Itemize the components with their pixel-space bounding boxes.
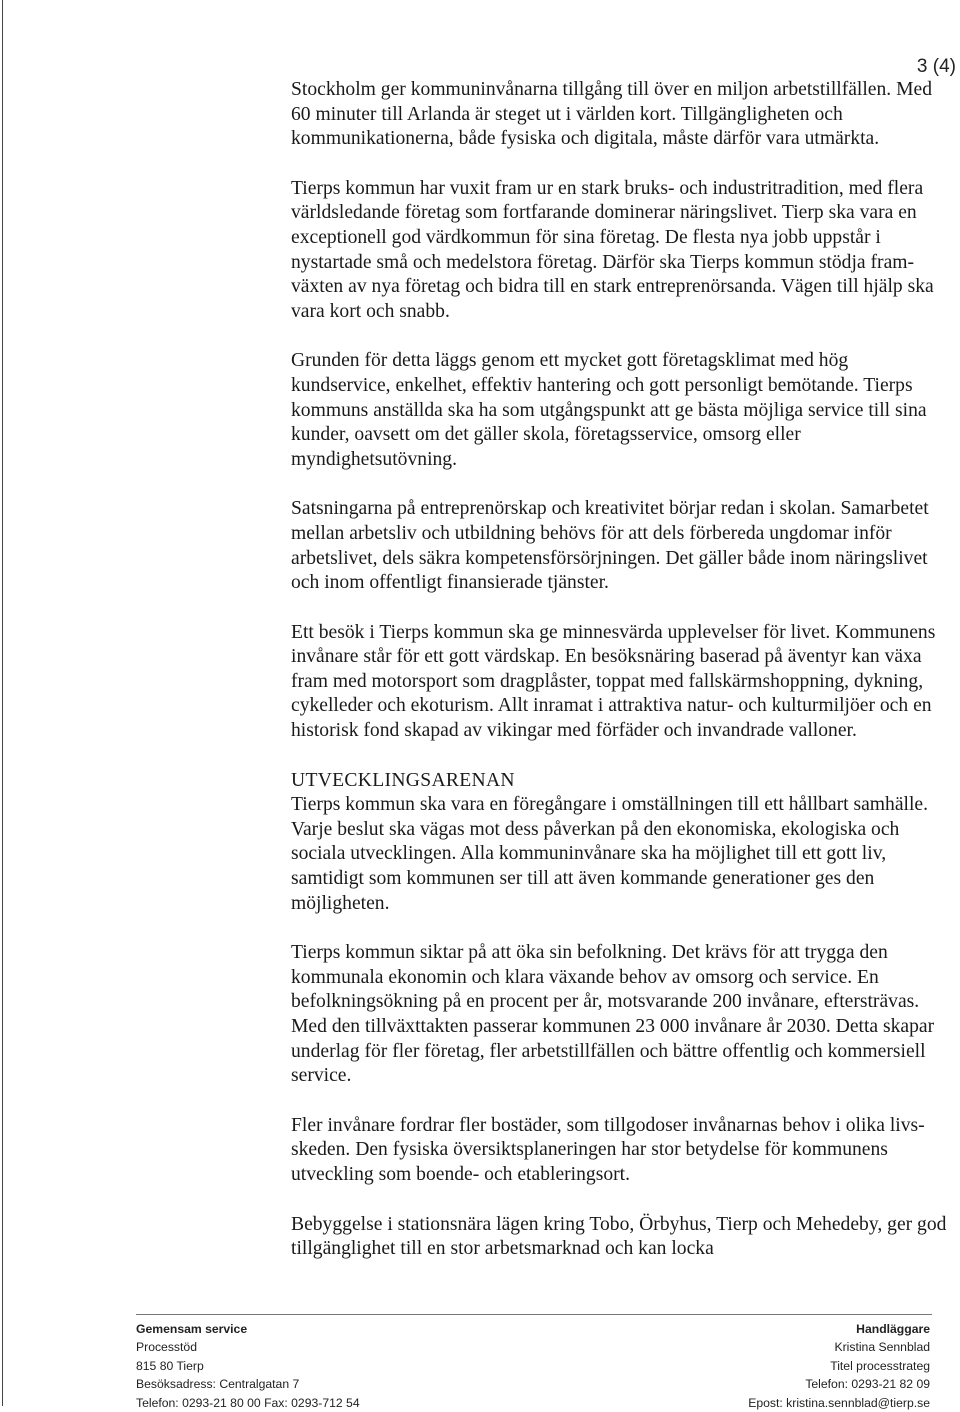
footer-handler-title: Titel processtrateg [830, 1358, 930, 1373]
footer-divider [136, 1314, 932, 1315]
footer-contact [748, 1320, 930, 1412]
paragraph-industry: Tierps kommun har vuxit fram ur en stark bruks- och industritradition, med flera världsledande företag som fortfarande dominerar näringslivet. Tierp ska vara en exceptionell god värdkommun för sina företag. De flesta nya jobb uppstår i nystartade små och medelstora företag. Därför ska Tierps kommun stödja fram-växten av nya företag och bidra till en stark entreprenörsanda. Vägen till hjälp ska vara kort och snabb. [291, 177, 934, 322]
paragraph-housing: Fler invånare fordrar fler bostäder, som tillgodoser invånarnas behov i olika livs-skeden. Den fysiska översiktsplaneringen har stor betydelse för kommunens utveckling som boende- och etableringsort. [291, 1114, 925, 1185]
footer-phone-fax: Telefon: 0293-21 80 00 Fax: 0293-712 54 [136, 1395, 360, 1410]
paragraph-tourism: Ett besök i Tierps kommun ska ge minnesvärda upplevelser för livet. Kommunens invånare står för ett gott värdskap. En besöksnäring baserad på äventyr kan växa fram med motorsport som dragplåster, toppat med fallskärmshoppning, dykning, cykelleder och ekoturism. Allt inramat i attraktiva natur- och kulturmiljöer och en historisk fond skapad av vikingar med förfäder och invandrade valloner. [291, 621, 936, 742]
footer-org: Gemensam service [136, 1322, 248, 1336]
footer-unit: Processtöd [136, 1340, 197, 1355]
paragraph-business-climate: Grunden för detta läggs genom ett mycket gott företagsklimat med hög kundservice, enkelhet, effektiv hantering och gott personligt bemötande. Tierps kommuns anställda ska ha som utgångspunkt att ge bästa möjliga service till sina kunder, oavsett om det gäller skola, företagsservice, omsorg eller myndighetsutövning. [291, 350, 927, 470]
footer-handler-email: Epost: kristina.sennblad@tierp.se [748, 1395, 930, 1410]
paragraph-population: Tierps kommun siktar på att öka sin befolkning. Det krävs för att trygga den kommunala ekonomin och klara växande behov av omsorg och service. En befolkningsökning på en procent per år, motsvarande 200 invånare, eftersträvas. Med den tillväxttakten passerar kommunen 23 000 invånare år 2030. Detta skapar underlag för fler företag, fler arbetstillfällen och bättre offentlig och kommersiell service. [291, 942, 935, 1087]
footer-visit-address: Besöksadress: Centralgatan 7 [136, 1377, 300, 1392]
page-left-edge [2, 0, 3, 1406]
document-body [291, 78, 951, 1287]
footer-sender [136, 1320, 360, 1412]
footer-handler-name: Kristina Sennblad [834, 1340, 930, 1355]
paragraph-stations: Bebyggelse i stationsnära lägen kring Tobo, Örbyhus, Tierp och Mehedeby, ger god tillgänglighet till en stor arbetsmarknad och kan locka [291, 1213, 947, 1260]
footer-postal: 815 80 Tierp [136, 1358, 204, 1373]
paragraph-entrepreneurship: Satsningarna på entreprenörskap och kreativitet börjar redan i skolan. Samarbetet mellan arbetsliv och utbildning behövs för att dels förbereda ungdomar inför arbetslivet, dels säkra kompetensförsörjningen. Det gäller både inom näringslivet och inom offentligt finansierade tjänster. [291, 498, 929, 594]
section-heading: UTVECKLINGSARENAN [291, 769, 515, 791]
footer-handler-phone: Telefon: 0293-21 82 09 [805, 1377, 930, 1392]
page-number: 3 (4) [916, 56, 956, 77]
paragraph-sustainability: Tierps kommun ska vara en föregångare i omställningen till ett hållbart samhälle. Varje beslut ska vägas mot dess påverkan på den ekonomiska, ekologiska och sociala utvecklingen. Alla kommuninvånare ska ha möjlighet till ett gott liv, samtidigt som kommunen ser till att även kommande generationer ges den möjligheten. [291, 794, 928, 914]
footer-handler-label: Handläggare [856, 1322, 930, 1336]
paragraph-stockholm: Stockholm ger kommuninvånarna tillgång till över en miljon arbetstillfällen. Med 60 minuter till Arlanda är steget ut i världen kort. Tillgängligheten och kommunikationerna, både fysiska och digitala, måste därför vara utmärkta. [291, 79, 933, 150]
